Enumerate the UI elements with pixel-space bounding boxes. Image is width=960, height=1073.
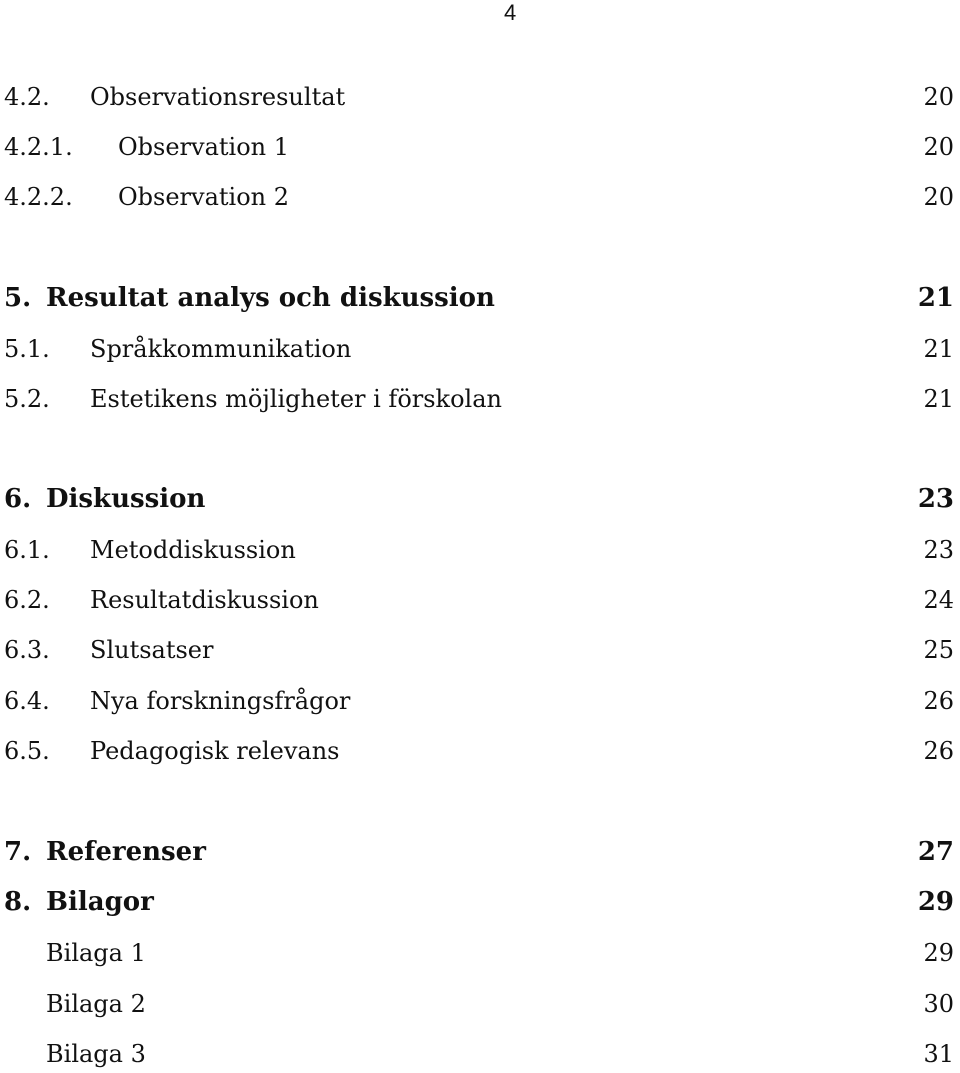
toc-entry[interactable] [4,131,954,163]
toc-entry-number: 4.2.2. [4,183,73,211]
toc-entry-title: Resultatdiskussion [90,586,319,614]
toc-entry-title: Bilaga 2 [46,990,146,1018]
toc-entry-title: Observation 2 [118,183,290,211]
toc-entry-page: 27 [917,837,954,867]
toc-entry-title: Observation 1 [118,133,290,161]
toc-entry-page: 24 [923,586,954,614]
toc-chapter-entry[interactable] [4,836,954,868]
toc-entry[interactable] [4,685,954,717]
toc-entry-number: 4.2.1. [4,133,73,161]
toc-entry-page: 25 [923,636,954,664]
toc-entry[interactable] [4,735,954,767]
toc-entry-title: Nya forskningsfrågor [90,687,351,715]
toc-entry-title: Referenser [46,837,206,867]
toc-entry-title: Observationsresultat [90,83,346,111]
toc-entry-number: 5.1. [4,335,50,363]
toc-chapter-entry[interactable] [4,483,954,515]
toc-entry-page: 30 [923,990,954,1018]
toc-appendix-entry[interactable] [4,1038,954,1070]
toc-entry[interactable] [4,81,954,113]
toc-chapter-entry[interactable] [4,282,954,314]
toc-entry-page: 26 [923,687,954,715]
toc-entry-page: 20 [923,133,954,161]
page-number: 4 [504,0,517,25]
toc-entry-title: Språkkommunikation [90,335,352,363]
toc-entry-page: 26 [923,737,954,765]
toc-entry-number: 6.2. [4,586,50,614]
toc-entry[interactable] [4,584,954,616]
toc-entry-page: 29 [917,887,954,917]
toc-entry-number: 6.5. [4,737,50,765]
toc-appendix-entry[interactable] [4,988,954,1020]
toc-entry[interactable] [4,534,954,566]
toc-chapter-entry[interactable] [4,886,954,918]
toc-entry-number: 6.4. [4,687,50,715]
toc-entry-page: 31 [923,1040,954,1068]
toc-entry-page: 23 [917,484,954,514]
toc-entry-title: Resultat analys och diskussion [46,283,495,313]
toc-entry-title: Bilagor [46,887,154,917]
toc-entry-title: Bilaga 1 [46,939,146,967]
toc-entry-page: 29 [923,939,954,967]
toc-entry-title: Bilaga 3 [46,1040,146,1068]
toc-entry-number: 7. [4,837,32,867]
toc-entry-number: 5.2. [4,385,50,413]
toc-entry-page: 20 [923,83,954,111]
toc-entry-page: 21 [923,335,954,363]
toc-entry-title: Metoddiskussion [90,536,296,564]
toc-entry-page: 21 [923,385,954,413]
toc-entry[interactable] [4,333,954,365]
toc-entry-page: 21 [917,283,954,313]
toc-entry-number: 5. [4,283,32,313]
toc-entry-number: 4.2. [4,83,50,111]
toc-appendix-entry[interactable] [4,937,954,969]
toc-entry-page: 23 [923,536,954,564]
toc-entry-number: 6. [4,484,32,514]
toc-entry[interactable] [4,634,954,666]
toc-entry[interactable] [4,383,954,415]
toc-entry-title: Pedagogisk relevans [90,737,340,765]
toc-entry-number: 6.3. [4,636,50,664]
toc-entry-number: 8. [4,887,32,917]
toc-entry-title: Diskussion [46,484,206,514]
toc-entry-page: 20 [923,183,954,211]
toc-entry-number: 6.1. [4,536,50,564]
toc-entry-title: Slutsatser [90,636,214,664]
toc-entry[interactable] [4,181,954,213]
toc-entry-title: Estetikens möjligheter i förskolan [90,385,502,413]
